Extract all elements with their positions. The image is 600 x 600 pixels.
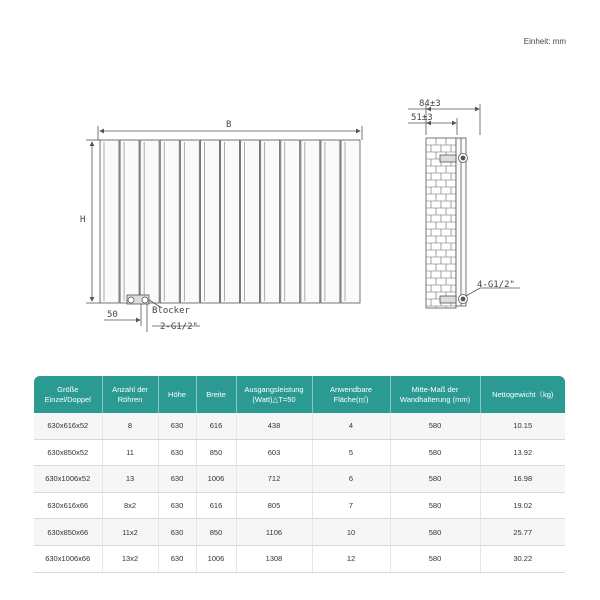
table-cell: 850 bbox=[196, 519, 236, 546]
depth-total-label: 84±3 bbox=[419, 99, 441, 109]
table-cell: 630x850x66 bbox=[34, 519, 102, 546]
radiator-tube bbox=[281, 140, 300, 303]
table-cell: 19.02 bbox=[480, 492, 565, 519]
table-cell: 850 bbox=[196, 439, 236, 466]
table-cell: 630x1006x52 bbox=[34, 466, 102, 493]
valve-knob-left bbox=[128, 297, 134, 303]
bracket-top bbox=[440, 155, 456, 162]
table-cell: 1006 bbox=[196, 466, 236, 493]
front-view bbox=[86, 126, 362, 332]
bracket-connection-label: 4-G1/2" bbox=[477, 280, 515, 290]
brick-wall bbox=[426, 138, 456, 308]
table-cell: 630 bbox=[158, 519, 196, 546]
table-cell: 630x616x66 bbox=[34, 492, 102, 519]
radiator-tube bbox=[180, 140, 199, 303]
depth-wall-label: 51±3 bbox=[411, 113, 433, 123]
table-cell: 6 bbox=[312, 466, 390, 493]
radiator-tubes bbox=[100, 140, 360, 303]
table-cell: 603 bbox=[236, 439, 312, 466]
radiator-tube bbox=[321, 140, 340, 303]
table-cell: 11 bbox=[102, 439, 158, 466]
table-cell: 630x1006x66 bbox=[34, 545, 102, 572]
table-row bbox=[34, 466, 565, 493]
table-cell: 10 bbox=[312, 519, 390, 546]
unit-label: Einheit: mm bbox=[523, 37, 566, 46]
table-cell: 580 bbox=[390, 413, 480, 439]
table-cell: 805 bbox=[236, 492, 312, 519]
table-cell: 1106 bbox=[236, 519, 312, 546]
valve-knob-right bbox=[142, 297, 148, 303]
table-cell: 580 bbox=[390, 519, 480, 546]
table-cell: 11x2 bbox=[102, 519, 158, 546]
table-row bbox=[34, 545, 565, 572]
radiator-tube bbox=[301, 140, 320, 303]
table-cell: 13 bbox=[102, 466, 158, 493]
radiator-tube bbox=[341, 140, 360, 303]
header-height: Höhe bbox=[158, 376, 196, 413]
radiator-tube bbox=[100, 140, 119, 303]
header-size: Größe Einzel/Doppel bbox=[34, 376, 102, 413]
radiator-tube bbox=[140, 140, 159, 303]
table-cell: 7 bbox=[312, 492, 390, 519]
table-cell: 8x2 bbox=[102, 492, 158, 519]
width-dimension-label: B bbox=[226, 120, 232, 130]
table-cell: 4 bbox=[312, 413, 390, 439]
table-cell: 712 bbox=[236, 466, 312, 493]
radiator-tube bbox=[221, 140, 240, 303]
table-cell: 16.98 bbox=[480, 466, 565, 493]
table-cell: 438 bbox=[236, 413, 312, 439]
header-net-weight: Nettogewicht（kg) bbox=[480, 376, 565, 413]
table-row bbox=[34, 492, 565, 519]
table-cell: 1006 bbox=[196, 545, 236, 572]
table-row bbox=[34, 519, 565, 546]
header-area: Anwendbare Fläche(㎡) bbox=[312, 376, 390, 413]
blocker-label: Blocker bbox=[152, 306, 190, 316]
header-tube-count: Anzahl der Röhren bbox=[102, 376, 158, 413]
table-row bbox=[34, 439, 565, 466]
table-row bbox=[34, 413, 565, 439]
radiator-tube bbox=[160, 140, 179, 303]
table-cell: 10.15 bbox=[480, 413, 565, 439]
table-cell: 5 bbox=[312, 439, 390, 466]
table-header-row bbox=[34, 376, 565, 413]
table-cell: 630 bbox=[158, 439, 196, 466]
table-cell: 1308 bbox=[236, 545, 312, 572]
specification-table bbox=[34, 376, 565, 573]
table-cell: 580 bbox=[390, 545, 480, 572]
table-cell: 630x616x52 bbox=[34, 413, 102, 439]
table-cell: 12 bbox=[312, 545, 390, 572]
height-dimension-label: H bbox=[80, 215, 86, 225]
table-cell: 580 bbox=[390, 466, 480, 493]
header-bracket-distance: Mitte-Maß der Wandhalterung (mm) bbox=[390, 376, 480, 413]
radiator-tube bbox=[200, 140, 219, 303]
side-view bbox=[408, 104, 520, 308]
table-cell: 630x850x52 bbox=[34, 439, 102, 466]
table-cell: 630 bbox=[158, 545, 196, 572]
table-cell: 25.77 bbox=[480, 519, 565, 546]
radiator-tube bbox=[261, 140, 280, 303]
offset-dimension-label: 50 bbox=[107, 310, 118, 320]
table-cell: 13.92 bbox=[480, 439, 565, 466]
radiator-tube bbox=[120, 140, 139, 303]
table-cell: 580 bbox=[390, 492, 480, 519]
table-cell: 630 bbox=[158, 466, 196, 493]
radiator-tube bbox=[241, 140, 260, 303]
table-cell: 630 bbox=[158, 492, 196, 519]
header-width: Breite bbox=[196, 376, 236, 413]
bracket-bottom bbox=[440, 296, 456, 303]
table-cell: 616 bbox=[196, 492, 236, 519]
connection-label: 2-G1/2" bbox=[160, 322, 198, 332]
table-cell: 580 bbox=[390, 439, 480, 466]
table-cell: 630 bbox=[158, 413, 196, 439]
table-cell: 13x2 bbox=[102, 545, 158, 572]
specification-table-wrapper bbox=[34, 376, 565, 573]
table-cell: 30.22 bbox=[480, 545, 565, 572]
table-cell: 616 bbox=[196, 413, 236, 439]
table-cell: 8 bbox=[102, 413, 158, 439]
header-output: Ausgangsleistung (Watt)△T=50 bbox=[236, 376, 312, 413]
